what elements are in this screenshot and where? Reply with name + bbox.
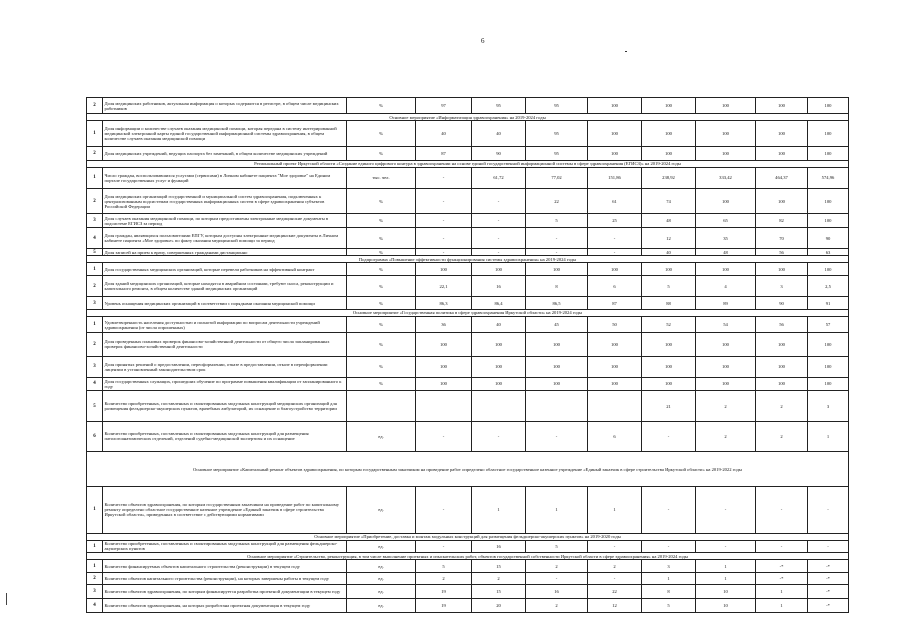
row-number: 4 xyxy=(87,598,103,612)
table-row xyxy=(87,356,849,377)
value-cell: 2 xyxy=(588,560,642,573)
value-cell: 40 xyxy=(472,316,526,332)
value-cell: 15 xyxy=(472,560,526,573)
table-body xyxy=(87,98,849,613)
value-cell: 100 xyxy=(526,333,588,356)
value-cell: 2 xyxy=(526,598,588,612)
indicator-description: Доля проведенных плановых проверок финансово-хозяйственной деятельности от общего числа запланированных проверок финансово-хозяйственной деятельности xyxy=(103,333,347,356)
section-title: Основное мероприятие «Информатизация здравоохранения» на 2019-2024 годы xyxy=(87,114,849,121)
value-cell: 5 xyxy=(642,276,696,297)
value-cell: 333,42 xyxy=(696,167,756,188)
value-cell: 100 xyxy=(472,377,526,391)
table-row xyxy=(87,188,849,214)
value-cell: 1 xyxy=(696,573,756,585)
value-cell: 77,02 xyxy=(526,167,588,188)
value-cell: - xyxy=(472,228,526,249)
value-cell: 8 xyxy=(526,276,588,297)
table-row xyxy=(87,316,849,332)
value-cell: - xyxy=(808,486,849,533)
value-cell: 36 xyxy=(416,316,472,332)
value-cell: 86,4 xyxy=(472,297,526,310)
table-row xyxy=(87,573,849,585)
indicator-description: Количество объектов здравоохранения, по которым государственным заказчиком на проведение работ по капитальному ремонту определено областное государственное казенное учреждение «Единый заказчик в сфере строительства Иркутской области», приведенных в соответствие с действующими нормативами xyxy=(103,486,347,533)
value-cell: 91 xyxy=(808,297,849,310)
value-cell: 8 xyxy=(642,584,696,598)
value-cell: 74 xyxy=(642,188,696,214)
value-cell: 5 xyxy=(416,560,472,573)
value-cell: 90 xyxy=(808,228,849,249)
value-cell: - xyxy=(416,421,472,451)
value-cell: 1 xyxy=(588,486,642,533)
value-cell: 95 xyxy=(526,146,588,160)
table-row xyxy=(87,540,849,553)
indicator-description: Количество объектов капитального строительства (реконструкции), на которых завершены работы в текущем году xyxy=(103,573,347,585)
table-row xyxy=(87,486,849,533)
indicator-description: Доля медицинских работников, актуальная информация о которых содержится в регистре, в общем числе медицинских работников xyxy=(103,98,347,114)
value-cell: 100 xyxy=(696,333,756,356)
value-cell: 52 xyxy=(642,316,696,332)
unit-cell: ед. xyxy=(347,584,416,598)
value-cell: 100 xyxy=(588,356,642,377)
value-cell: 100 xyxy=(472,263,526,276)
value-cell: 1 xyxy=(642,573,696,585)
value-cell: 100 xyxy=(756,377,808,391)
value-cell: 100 xyxy=(756,356,808,377)
row-number: 3 xyxy=(87,356,103,377)
value-cell: - xyxy=(588,540,642,553)
unit-cell: % xyxy=(347,98,416,114)
value-cell: - xyxy=(756,540,808,553)
value-cell: 2 xyxy=(526,560,588,573)
value-cell: 100 xyxy=(472,333,526,356)
value-cell: 100 xyxy=(642,263,696,276)
table-row xyxy=(87,146,849,160)
indicator-description: Удовлетворенность населения доступностью и полнотой информации по вопросам деятельности учреждений здравоохранения (от числа опрошенных) xyxy=(103,316,347,332)
unit-cell: ед. xyxy=(347,598,416,612)
value-cell: - xyxy=(526,228,588,249)
value-cell: - xyxy=(416,214,472,228)
value-cell: - xyxy=(642,486,696,533)
row-number: 2 xyxy=(87,188,103,214)
value-cell: 48 xyxy=(696,249,756,256)
row-number: 2 xyxy=(87,276,103,297)
row-number: 6 xyxy=(87,421,103,451)
value-cell: 100 xyxy=(642,377,696,391)
value-cell: 100 xyxy=(416,333,472,356)
value-cell: 238,92 xyxy=(642,167,696,188)
unit-cell: % xyxy=(347,263,416,276)
unit-cell: ед. xyxy=(347,560,416,573)
row-number: 4 xyxy=(87,377,103,391)
value-cell: 1 xyxy=(756,598,808,612)
unit-cell: ед. xyxy=(347,573,416,585)
value-cell: 12 xyxy=(642,228,696,249)
value-cell: 90 xyxy=(472,146,526,160)
value-cell: - xyxy=(588,228,642,249)
unit-cell xyxy=(347,391,416,421)
value-cell: 100 xyxy=(416,377,472,391)
scan-speck xyxy=(625,51,627,52)
value-cell: 1 xyxy=(808,421,849,451)
value-cell: - xyxy=(642,540,696,553)
section-title: Основное мероприятие «Приобретение, доставка и монтаж модульных конструкций для размещения фельдшерско-акушерских пунктов» на 2019-2020 годы xyxy=(87,533,849,540)
value-cell: - xyxy=(416,228,472,249)
value-cell: 100 xyxy=(696,121,756,147)
value-cell: - xyxy=(416,486,472,533)
value-cell: 54 xyxy=(696,316,756,332)
unit-cell: % xyxy=(347,276,416,297)
row-number: 3 xyxy=(87,297,103,310)
value-cell: 3 xyxy=(808,391,849,421)
value-cell: - xyxy=(526,573,588,585)
value-cell: - xyxy=(472,421,526,451)
row-number: 5 xyxy=(87,391,103,421)
value-cell xyxy=(472,391,526,421)
value-cell: 10 xyxy=(696,584,756,598)
value-cell: 56 xyxy=(756,249,808,256)
value-cell: 89 xyxy=(696,297,756,310)
value-cell: 100 xyxy=(642,146,696,160)
value-cell: 100 xyxy=(696,263,756,276)
value-cell: 5 xyxy=(526,540,588,553)
value-cell: - xyxy=(756,486,808,533)
value-cell: -* xyxy=(756,560,808,573)
unit-cell: % xyxy=(347,377,416,391)
value-cell: 5 xyxy=(526,214,588,228)
section-title: Региональный проект Иркутской области «Создание единого цифрового контура в здравоохранении на основе единой государственной информационной системы в сфере здравоохранения (ЕГИСЗ)» на 2019-2024 годы xyxy=(87,160,849,167)
indicator-description: Количество приобретенных, поставленных и смонтированных модульных конструкций для размещения фельдшерско-акушерских пунктов xyxy=(103,540,347,553)
section-header-row xyxy=(87,533,849,540)
unit-cell: ед. xyxy=(347,421,416,451)
table-row xyxy=(87,214,849,228)
indicator-description: Доля записей на прием к врачу, совершенных гражданами дистанционно xyxy=(103,249,347,256)
section-title: Основное мероприятие «Государственная политика в сфере здравоохранения Иркутской области» на 2019-2024 годы xyxy=(87,309,849,316)
unit-cell: % xyxy=(347,249,416,256)
value-cell xyxy=(588,391,642,421)
row-number: 1 xyxy=(87,121,103,147)
value-cell: 100 xyxy=(808,121,849,147)
value-cell: 100 xyxy=(588,98,642,114)
value-cell: 100 xyxy=(472,356,526,377)
value-cell: 15 xyxy=(472,584,526,598)
table-row xyxy=(87,584,849,598)
value-cell: 22 xyxy=(588,584,642,598)
value-cell: 2,5 xyxy=(808,276,849,297)
table-row xyxy=(87,560,849,573)
value-cell: - xyxy=(472,188,526,214)
value-cell: - xyxy=(642,421,696,451)
value-cell: 100 xyxy=(588,377,642,391)
value-cell: 100 xyxy=(588,121,642,147)
value-cell: - xyxy=(526,249,588,256)
row-number: 1 xyxy=(87,486,103,533)
unit-cell: % xyxy=(347,228,416,249)
indicator-description: Доля информации о количестве случаев оказания медицинской помощи, которая передана в систему интегрированной медицинской электронной карты единой государственной информационной системы здравоохранения, в общем количестве случаев оказания медицинской помощи xyxy=(103,121,347,147)
value-cell: 86,5 xyxy=(526,297,588,310)
value-cell: 97 xyxy=(416,98,472,114)
value-cell: 100 xyxy=(808,214,849,228)
section-header-row xyxy=(87,309,849,316)
value-cell: 2 xyxy=(696,421,756,451)
value-cell: - xyxy=(588,573,642,585)
value-cell: 100 xyxy=(588,263,642,276)
value-cell: 100 xyxy=(416,263,472,276)
value-cell: 100 xyxy=(588,146,642,160)
table-row xyxy=(87,167,849,188)
value-cell: 100 xyxy=(808,377,849,391)
indicator-description: Доля принятых решений о предоставлении, переоформлении, отказе в предоставлении, отказе в переоформлении лицензии в установленный законодательством срок xyxy=(103,356,347,377)
table-row xyxy=(87,249,849,256)
value-cell: 100 xyxy=(526,356,588,377)
value-cell: 100 xyxy=(808,146,849,160)
section-header-row xyxy=(87,160,849,167)
value-cell: 61 xyxy=(588,188,642,214)
unit-cell: ед. xyxy=(347,540,416,553)
value-cell: 100 xyxy=(642,356,696,377)
row-number: 1 xyxy=(87,540,103,553)
value-cell: 3 xyxy=(642,560,696,573)
value-cell: 100 xyxy=(756,333,808,356)
unit-cell: % xyxy=(347,333,416,356)
indicator-description: Число граждан, воспользовавшихся услугами (сервисами) в Личном кабинете пациента "Мое здоровье" на Едином портале государственных услуг и функций xyxy=(103,167,347,188)
table-row xyxy=(87,276,849,297)
value-cell: 48 xyxy=(642,214,696,228)
row-number: 2 xyxy=(87,146,103,160)
value-cell: 100 xyxy=(642,98,696,114)
value-cell: 1 xyxy=(472,486,526,533)
value-cell: 12 xyxy=(588,598,642,612)
value-cell: 70 xyxy=(756,228,808,249)
value-cell: 2 xyxy=(416,573,472,585)
value-cell: 100 xyxy=(808,263,849,276)
indicator-description: Доля государственных медицинских организаций, которые перевели работников на эффективный контракт xyxy=(103,263,347,276)
value-cell: - xyxy=(808,540,849,553)
value-cell: 35 xyxy=(696,228,756,249)
row-number: 4 xyxy=(87,228,103,249)
section-title: Подпрограмма «Повышение эффективности функционирования системы здравоохранения» на 2019-2024 годы xyxy=(87,256,849,263)
value-cell: 20 xyxy=(472,598,526,612)
value-cell: 95 xyxy=(472,98,526,114)
row-number: 2 xyxy=(87,98,103,114)
indicator-description: Доля медицинских организаций государственной и муниципальной систем здравоохранения, подключенных к централизованным подсистемам государственных информационных систем в сфере здравоохранения субъектов Российской Федерации xyxy=(103,188,347,214)
value-cell: 100 xyxy=(808,356,849,377)
value-cell: 100 xyxy=(526,263,588,276)
value-cell: 464,37 xyxy=(756,167,808,188)
unit-cell: % xyxy=(347,188,416,214)
unit-cell: % xyxy=(347,214,416,228)
indicator-description: Количество объектов здравоохранения, на которых разработана проектная документация в текущем году xyxy=(103,598,347,612)
indicator-description: Уровень оснащения медицинских организаций в соответствии с порядками оказания медицинской помощи xyxy=(103,297,347,310)
value-cell: 1 xyxy=(526,486,588,533)
value-cell: 86,3 xyxy=(416,297,472,310)
value-cell: 3 xyxy=(756,276,808,297)
value-cell: 40 xyxy=(472,121,526,147)
unit-cell: % xyxy=(347,146,416,160)
value-cell: 25 xyxy=(588,214,642,228)
indicators-table xyxy=(86,97,849,613)
value-cell: 57 xyxy=(808,316,849,332)
value-cell: - xyxy=(472,214,526,228)
value-cell: 16 xyxy=(472,276,526,297)
value-cell: 100 xyxy=(696,356,756,377)
value-cell: 2 xyxy=(756,391,808,421)
value-cell: 100 xyxy=(756,263,808,276)
unit-cell: ед. xyxy=(347,486,416,533)
section-header-row xyxy=(87,114,849,121)
row-number: 1 xyxy=(87,316,103,332)
value-cell: 87 xyxy=(416,146,472,160)
indicator-description: Доля граждан, являющихся пользователями ЕПГУ, которым доступны электронные медицинские документы в Личном кабинете пациента «Мое здоровье» по факту оказания медицинской помощи за период xyxy=(103,228,347,249)
value-cell: 16 xyxy=(526,584,588,598)
value-cell: 100 xyxy=(756,121,808,147)
row-number: 3 xyxy=(87,214,103,228)
value-cell xyxy=(416,391,472,421)
value-cell: 21 xyxy=(642,391,696,421)
indicator-description: Количество приобретенных, поставленных и смонтированных модульных конструкций медицинских организаций для размещения фельдшерско-акушерских пунктов, врачебных амбулаторий, их оснащение и благоустройство территории xyxy=(103,391,347,421)
row-number: 2 xyxy=(87,333,103,356)
value-cell: - xyxy=(416,188,472,214)
table-row xyxy=(87,598,849,612)
value-cell: 6 xyxy=(588,276,642,297)
indicator-description: Доля случаев оказания медицинской помощи, по которым предоставлены электронные медицинские документы в подсистеме ЕГИСЗ за период xyxy=(103,214,347,228)
value-cell: 22,1 xyxy=(416,276,472,297)
value-cell: 100 xyxy=(416,356,472,377)
indicator-description: Количество финансируемых объектов капитального строительства (реконструкции) в текущем году xyxy=(103,560,347,573)
page-number: 6 xyxy=(481,37,485,45)
value-cell: - xyxy=(526,421,588,451)
value-cell: 40 xyxy=(642,249,696,256)
value-cell: -* xyxy=(808,598,849,612)
table-row xyxy=(87,263,849,276)
value-cell: 5 xyxy=(642,598,696,612)
value-cell: -* xyxy=(756,573,808,585)
section-title: Основное мероприятие «Капитальный ремонт объектов здравоохранения, по которым государственным заказчиком на проведение работ определено областное государственное казенное учреждение «Единый заказчик в сфере строительства Иркутской области» на 2019-2022 годы xyxy=(87,452,849,487)
value-cell: 100 xyxy=(756,188,808,214)
value-cell: 100 xyxy=(696,98,756,114)
row-number: 1 xyxy=(87,560,103,573)
value-cell: 574,96 xyxy=(808,167,849,188)
row-number: 1 xyxy=(87,263,103,276)
indicator-description: Доля медицинских учреждений, ведущих паспорта без замечаний, в общем количестве медицинских учреждений xyxy=(103,146,347,160)
table-row xyxy=(87,421,849,451)
value-cell: 19 xyxy=(416,584,472,598)
value-cell: 10 xyxy=(696,598,756,612)
value-cell: -* xyxy=(808,560,849,573)
section-header-row xyxy=(87,553,849,560)
value-cell: 100 xyxy=(756,146,808,160)
table-row xyxy=(87,391,849,421)
indicator-description: Доля государственных служащих, прошедших обучение по программе повышения квалификации от запланированного к году xyxy=(103,377,347,391)
unit-cell: % xyxy=(347,297,416,310)
value-cell: 1 xyxy=(756,584,808,598)
table-row xyxy=(87,121,849,147)
row-number: 2 xyxy=(87,573,103,585)
value-cell: 61,72 xyxy=(472,167,526,188)
value-cell: 100 xyxy=(696,377,756,391)
section-header-row xyxy=(87,256,849,263)
value-cell: 90 xyxy=(756,297,808,310)
value-cell: 4 xyxy=(696,276,756,297)
value-cell: 100 xyxy=(808,333,849,356)
value-cell: 19 xyxy=(416,598,472,612)
indicator-description: Количество объектов здравоохранения, по которым финансируется разработка проектной документации в текущем году xyxy=(103,584,347,598)
value-cell: - xyxy=(416,249,472,256)
value-cell: 6 xyxy=(588,421,642,451)
value-cell: 56 xyxy=(756,316,808,332)
value-cell: 40 xyxy=(416,121,472,147)
value-cell: 45 xyxy=(526,316,588,332)
section-header-row xyxy=(87,452,849,487)
value-cell: 100 xyxy=(642,333,696,356)
value-cell: - xyxy=(472,249,526,256)
value-cell: 87 xyxy=(588,297,642,310)
value-cell xyxy=(526,391,588,421)
value-cell: 16 xyxy=(472,540,526,553)
row-number: 1 xyxy=(87,167,103,188)
value-cell: 2 xyxy=(472,573,526,585)
value-cell: -* xyxy=(808,573,849,585)
value-cell: -* xyxy=(808,584,849,598)
indicator-description: Количество приобретенных, поставленных и смонтированных модульных конструкций для размещения патологоанатомических отделений, отделений судебно-медицинской экспертизы и их оснащение xyxy=(103,421,347,451)
value-cell: 100 xyxy=(808,188,849,214)
value-cell: 95 xyxy=(526,98,588,114)
value-cell: 100 xyxy=(526,377,588,391)
row-number: 3 xyxy=(87,584,103,598)
row-number: 5 xyxy=(87,249,103,256)
value-cell: 100 xyxy=(696,188,756,214)
unit-cell: % xyxy=(347,121,416,147)
indicator-description: Доля зданий медицинских организаций, которые находятся в аварийном состоянии, требуют сноса, реконструкции и капитального ремонта, в общем количестве зданий медицинских организаций xyxy=(103,276,347,297)
value-cell: - xyxy=(416,540,472,553)
value-cell: 88 xyxy=(642,297,696,310)
value-cell: 100 xyxy=(588,333,642,356)
scan-margin-mark xyxy=(6,593,7,605)
value-cell: 22 xyxy=(526,188,588,214)
value-cell: 100 xyxy=(642,121,696,147)
section-title: Основное мероприятие «Строительство, реконструкция, в том числе выполнение проектных и изыскательских работ, объектов государственной собственности Иркутской области в сфере здравоохранения» на 2019-2024 годы xyxy=(87,553,849,560)
value-cell: 50 xyxy=(588,316,642,332)
value-cell: - xyxy=(696,486,756,533)
value-cell: - xyxy=(416,167,472,188)
value-cell: 1 xyxy=(696,560,756,573)
value-cell: - xyxy=(696,540,756,553)
value-cell: 2 xyxy=(696,391,756,421)
value-cell: 63 xyxy=(808,249,849,256)
table-row xyxy=(87,228,849,249)
unit-cell: % xyxy=(347,316,416,332)
value-cell: 95 xyxy=(526,121,588,147)
table-row xyxy=(87,377,849,391)
table-row xyxy=(87,297,849,310)
unit-cell: % xyxy=(347,356,416,377)
value-cell: - xyxy=(588,249,642,256)
table-row xyxy=(87,98,849,114)
value-cell: 151,86 xyxy=(588,167,642,188)
value-cell: 100 xyxy=(696,146,756,160)
unit-cell: тыс. чел. xyxy=(347,167,416,188)
value-cell: 2 xyxy=(756,421,808,451)
value-cell: 100 xyxy=(756,98,808,114)
value-cell: 65 xyxy=(696,214,756,228)
table-row xyxy=(87,333,849,356)
value-cell: 82 xyxy=(756,214,808,228)
value-cell: 100 xyxy=(808,98,849,114)
